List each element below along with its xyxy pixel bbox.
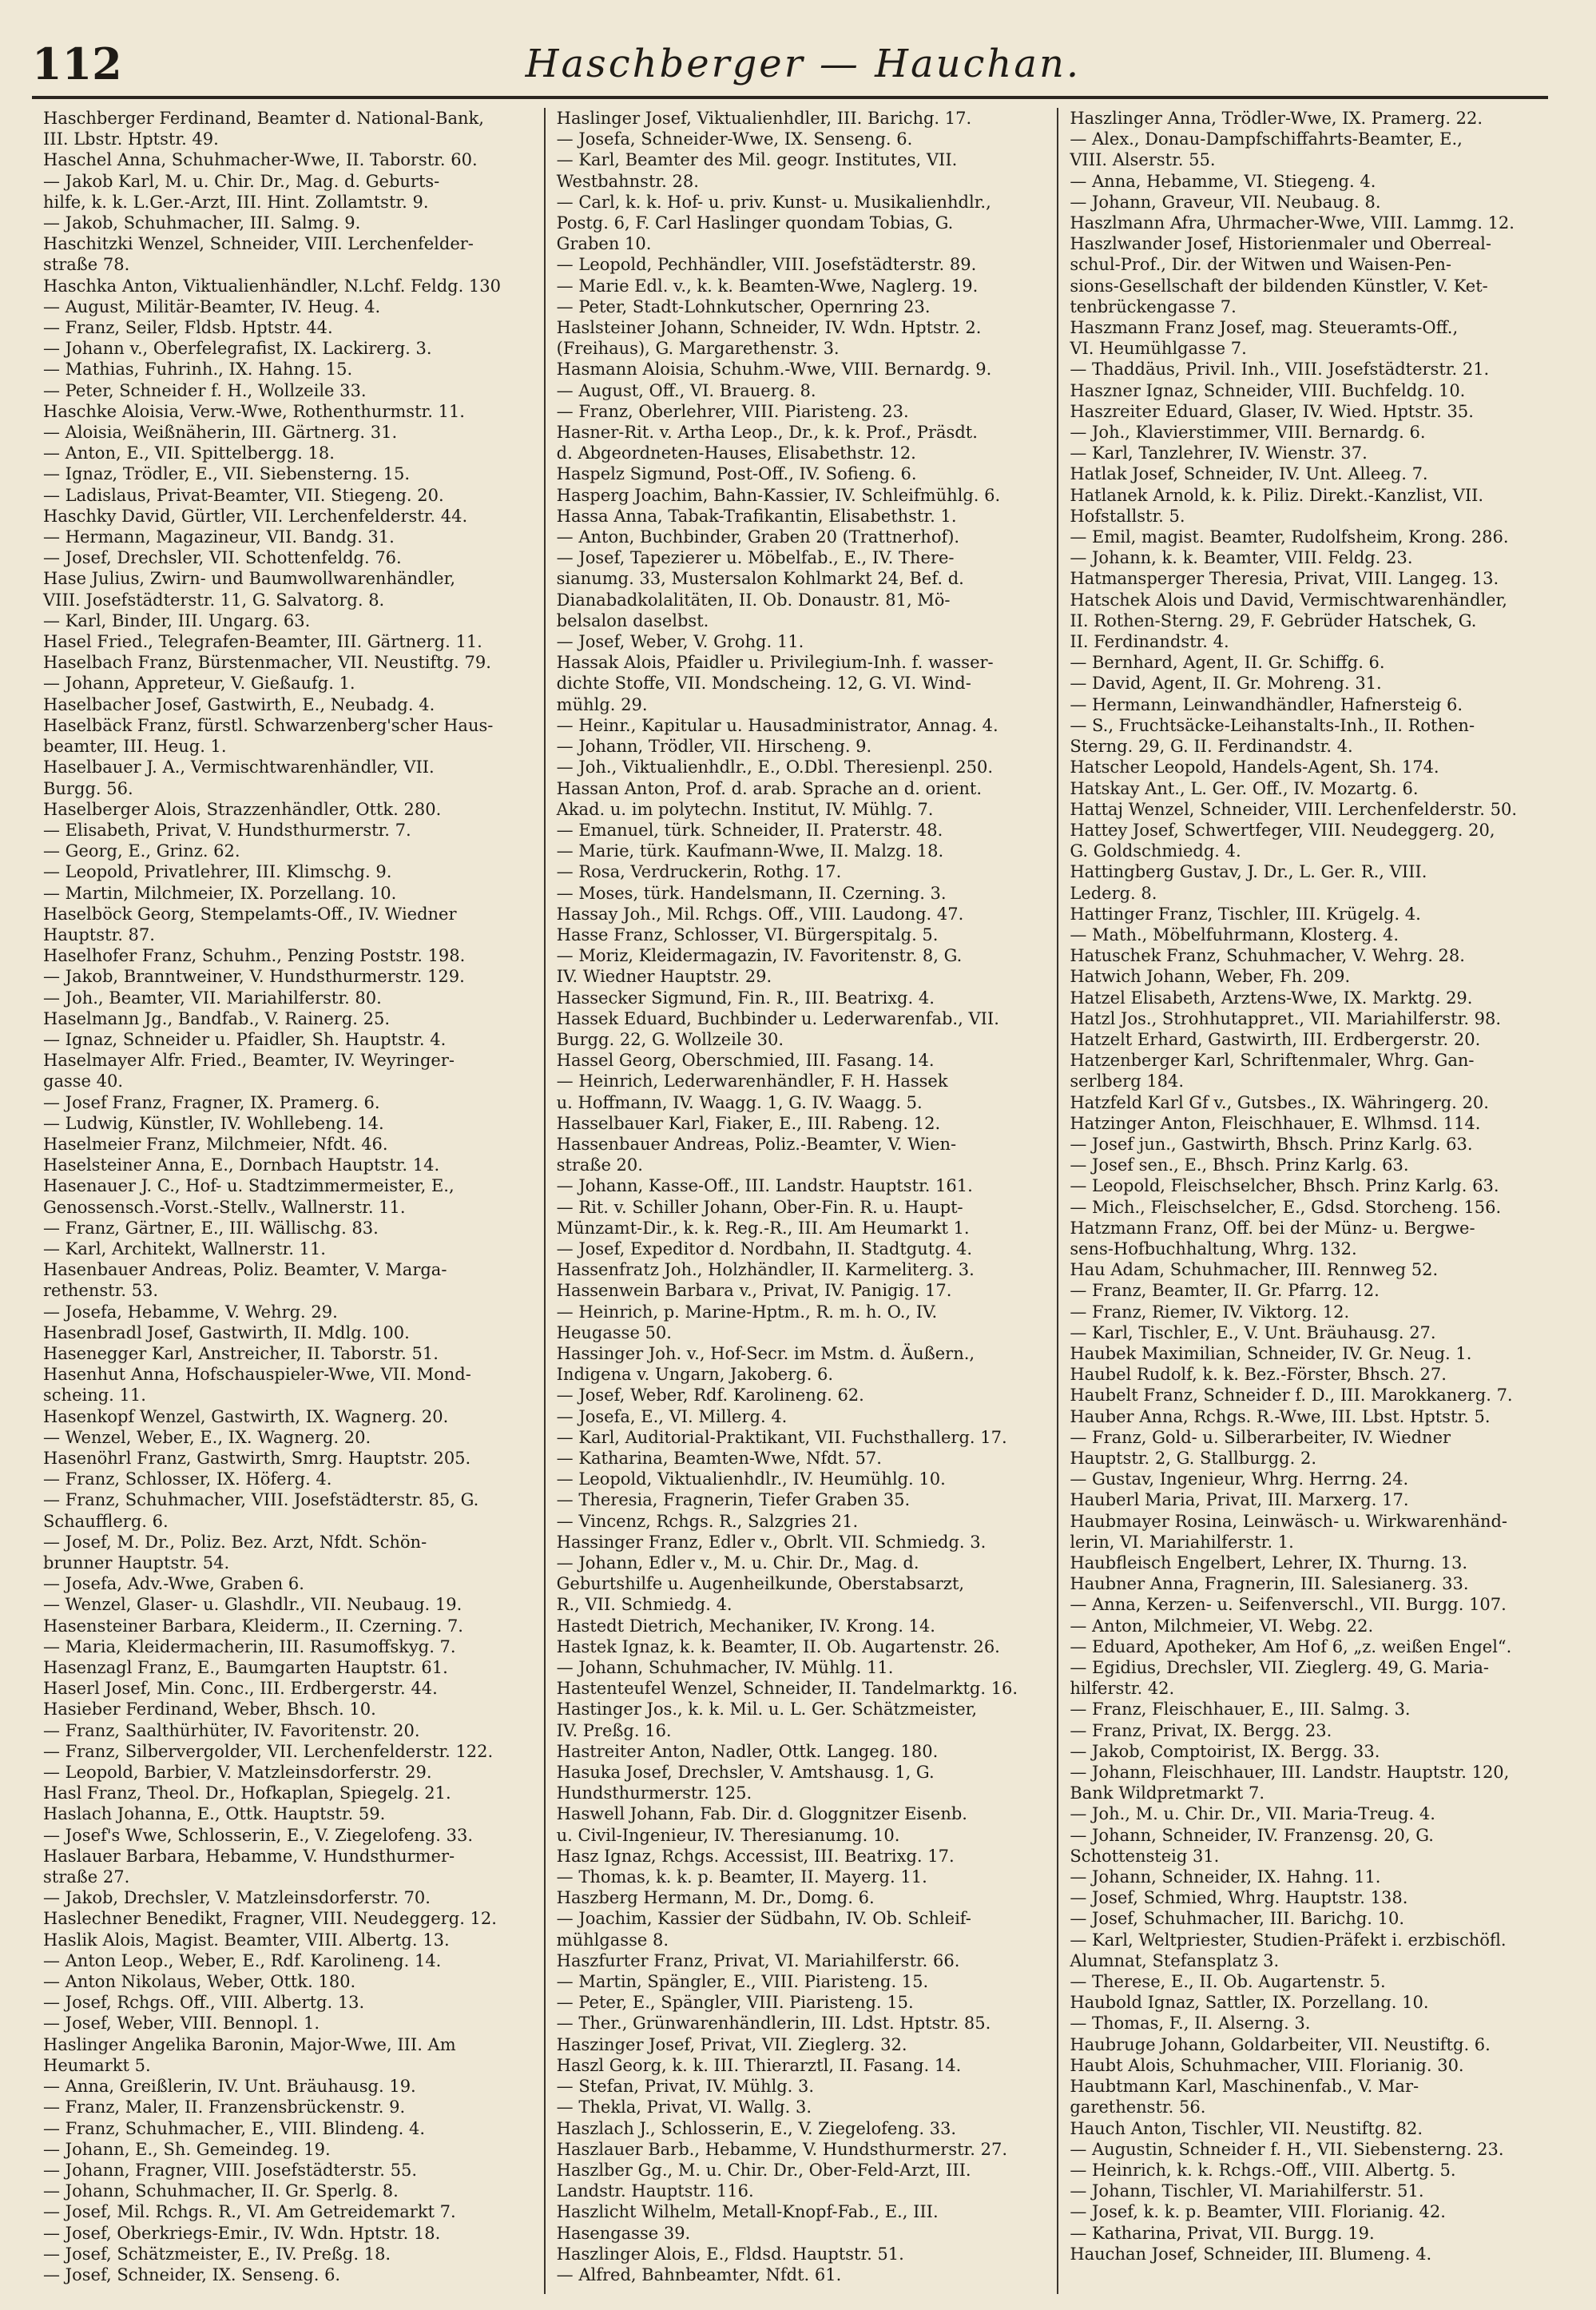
directory-entry: Haszner Ignaz, Schneider, VIII. Buchfeldg. 10.: [1070, 380, 1466, 400]
directory-entry: — Leopold, Barbier, V. Matzleinsdorferstr. 29.: [43, 1763, 432, 1783]
directory-entry: — Augustin, Schneider f. H., VII. Siebensterng. 23.: [1070, 2139, 1504, 2159]
directory-entry: — Theresia, Fragnerin, Tiefer Graben 35.: [556, 1490, 911, 1510]
directory-entry: Hasieber Ferdinand, Weber, Bhsch. 10.: [43, 1700, 376, 1720]
directory-entry: — Josef, k. k. p. Beamter, VIII. Florianig. 42.: [1070, 2202, 1446, 2222]
directory-entry: Hatzel Elisabeth, Arztens-Wwe, IX. Marktg. 29.: [1070, 988, 1473, 1008]
directory-entry: Hastreiter Anton, Nadler, Ottk. Langeg. 180.: [556, 1741, 939, 1761]
directory-entry: — Peter, Schneider f. H., Wollzeile 33.: [43, 380, 367, 400]
directory-entry: Haschel Anna, Schuhmacher-Wwe, II. Taborstr. 60.: [43, 150, 478, 170]
directory-entry: — August, Militär-Beamter, IV. Heug. 4.: [43, 296, 381, 316]
directory-entry: — Josef, Drechsler, VII. Schottenfeldg. 76.: [43, 548, 402, 568]
directory-entry: Hatzl Jos., Strohhutappret., VII. Mariahilferstr. 98.: [1070, 1008, 1502, 1028]
directory-entry: Hasenbradl Josef, Gastwirth, II. Mdlg. 100.: [43, 1322, 410, 1342]
directory-entry: — Jakob, Drechsler, V. Matzleinsdorferstr. 70.: [43, 1888, 431, 1908]
directory-entry: Hassa Anna, Tabak-Trafikantin, Elisabethstr. 1.: [556, 506, 957, 526]
directory-entry: — Thaddäus, Privil. Inh., VIII. Josefstädterstr. 21.: [1070, 360, 1490, 380]
directory-entry: — Hermann, Leinwandhändler, Hafnersteig 6.: [1070, 694, 1463, 714]
directory-entry: Haserl Josef, Min. Conc., III. Erdbergerstr. 44.: [43, 1679, 438, 1699]
directory-entry: — Karl, Weltpriester, Studien-Präfekt i. erzbischöfl. Alumnat, Stefansplatz 3.: [1070, 1930, 1507, 1970]
directory-entry: — Josefa, Adv.-Wwe, Graben 6.: [43, 1574, 304, 1594]
directory-entry: — Josef, Weber, V. Grohg. 11.: [556, 632, 804, 652]
directory-entry: — Anna, Hebamme, VI. Stiegeng. 4.: [1070, 171, 1376, 191]
directory-entry: Hasz Ignaz, Rchgs. Accessist, III. Beatrixg. 17.: [556, 1846, 955, 1866]
directory-entry: — Leopold, Fleischselcher, Bhsch. Prinz Karlg. 63.: [1070, 1176, 1499, 1196]
directory-entry: Haswell Johann, Fab. Dir. d. Gloggnitzer Eisenb. u. Civil-Ingenieur, IV. Theresianumg. 10.: [556, 1804, 967, 1845]
directory-entry: Hauch Anton, Tischler, VII. Neustiftg. 82.: [1070, 2118, 1423, 2138]
directory-entry: Hassenfratz Joh., Holzhändler, II. Karmeliterg. 3.: [556, 1260, 975, 1280]
directory-entry: — Anna, Greißlerin, IV. Unt. Bräuhausg. 19.: [43, 2077, 416, 2097]
directory-entry: — Anton, E., VII. Spittelbergg. 18.: [43, 443, 335, 463]
directory-entry: Hassak Alois, Pfaidler u. Privilegium-Inh. f. wasser- dichte Stoffe, VII. Mondscheing. 12, G. VI. Wind- mühlg. 29.: [556, 653, 994, 714]
directory-entry: Haszlwander Josef, Historienmaler und Oberreal- schul-Prof., Dir. der Witwen und Waisen-Pen- sions-Gesellschaft der bildenden Künstler, V. Ket- tenbrückengasse 7.: [1070, 234, 1491, 316]
directory-entry: — Martin, Milchmeier, IX. Porzellang. 10.: [43, 883, 397, 903]
directory-entry: — Franz, Fleischhauer, E., III. Salmg. 3.: [1070, 1700, 1411, 1720]
directory-entry: Haubek Maximilian, Schneider, IV. Gr. Neug. 1.: [1070, 1343, 1472, 1363]
directory-entry: — Therese, E., II. Ob. Augartenstr. 5.: [1070, 1972, 1386, 1992]
directory-entry: — Jakob, Schuhmacher, III. Salmg. 9.: [43, 213, 361, 233]
directory-entry: Hastenteufel Wenzel, Schneider, II. Tandelmarktg. 16.: [556, 1679, 1018, 1699]
directory-entry: — Josef's Wwe, Schlosserin, E., V. Ziegelofeng. 33.: [43, 1825, 474, 1845]
directory-entry: Hatskay Ant., L. Ger. Off., IV. Mozartg. 6.: [1070, 778, 1419, 798]
directory-entry: — Ladislaus, Privat-Beamter, VII. Stiegeng. 20.: [43, 485, 444, 505]
directory-entry: — Emanuel, türk. Schneider, II. Praterstr. 48.: [556, 820, 943, 840]
directory-entry: Hasenegger Karl, Anstreicher, II. Taborstr. 51.: [43, 1343, 439, 1363]
directory-entry: — S., Fruchtsäcke-Leihanstalts-Inh., II. Rothen- Sterng. 29, G. II. Ferdinandstr. 4.: [1070, 715, 1475, 757]
directory-entry: Haubt Alois, Schuhmacher, VIII. Florianig. 30.: [1070, 2055, 1464, 2075]
directory-entry: — Egidius, Drechsler, VII. Zieglerg. 49, G. Maria- hilferstr. 42.: [1070, 1658, 1489, 1699]
directory-entry: — Josefa, E., VI. Millerg. 4.: [556, 1406, 788, 1426]
directory-entry: — Josefa, Schneider-Wwe, IX. Senseng. 6.: [556, 129, 913, 149]
directory-entry: Haslinger Josef, Viktualienhdler, III. Barichg. 17.: [556, 109, 972, 128]
directory-entry: Haselmayer Alfr. Fried., Beamter, IV. Weyringer- gasse 40.: [43, 1051, 455, 1091]
directory-entry: — Josef jun., Gastwirth, Bhsch. Prinz Karlg. 63.: [1070, 1134, 1473, 1154]
directory-entry: Haubmayer Rosina, Leinwäsch- u. Wirkwarenhänd- lerin, VI. Mariahilferstr. 1.: [1070, 1511, 1508, 1552]
directory-entry: — Johann v., Oberfelegrafist, IX. Lackirerg. 3.: [43, 339, 432, 359]
directory-entry: — Josef, Expeditor d. Nordbahn, II. Stadtgutg. 4.: [556, 1238, 973, 1258]
directory-entry: — August, Off., VI. Brauerg. 8.: [556, 380, 816, 400]
directory-entry: Haselbacher Josef, Gastwirth, E., Neubadg. 4.: [43, 694, 435, 714]
directory-entry: Haselböck Georg, Stempelamts-Off., IV. Wiedner Hauptstr. 87.: [43, 904, 457, 944]
directory-entry: Haslsteiner Johann, Schneider, IV. Wdn. Hptstr. 2. (Freihaus), G. Margarethenstr. 3.: [556, 318, 982, 359]
directory-entry: Hassay Joh., Mil. Rchgs. Off., VIII. Laudong. 47.: [556, 904, 964, 924]
directory-entry: Hatmansperger Theresia, Privat, VIII. Langeg. 13.: [1070, 569, 1499, 589]
directory-entry: — Josef, Weber, Rdf. Karolineng. 62.: [556, 1386, 864, 1405]
directory-entry: Haubelt Franz, Schneider f. D., III. Marokkanerg. 7.: [1070, 1386, 1513, 1405]
directory-entry: Haslechner Benedikt, Fragner, VIII. Neudeggerg. 12.: [43, 1909, 497, 1929]
directory-entry: — Johann, Schneider, IX. Hahng. 11.: [1070, 1867, 1381, 1887]
directory-entry: Hasperg Joachim, Bahn-Kassier, IV. Schleifmühlg. 6.: [556, 485, 1001, 505]
directory-entry: Hatzfeld Karl Gf v., Gutsbes., IX. Währingerg. 20.: [1070, 1092, 1489, 1112]
directory-entry: — Rosa, Verdruckerin, Rothg. 17.: [556, 862, 842, 882]
directory-entry: Haszlauer Barb., Hebamme, V. Hundsthurmerstr. 27.: [556, 2139, 1008, 2159]
directory-entry: — Franz, Schlosser, IX. Höferg. 4.: [43, 1469, 332, 1489]
directory-entry: Hasuka Josef, Drechsler, V. Amtshausg. 1, G. Hundsthurmerstr. 125.: [556, 1763, 935, 1803]
directory-entry: — Josef, Schmied, Whrg. Hauptstr. 138.: [1070, 1888, 1408, 1908]
directory-entry: Hasel Fried., Telegrafen-Beamter, III. Gärtnerg. 11.: [43, 632, 482, 652]
directory-entry: — Franz, Gold- u. Silberarbeiter, IV. Wiedner Hauptstr. 2, G. Stallburgg. 2.: [1070, 1427, 1451, 1468]
directory-entry: — Josef, Tapezierer u. Möbelfab., E., IV. There- sianumg. 33, Mustersalon Kohlmarkt 24, Bef. d. Dianabadkolalitäten, II. Ob. Donaustr. 81, Mö- belsalon daselbst.: [556, 548, 964, 630]
directory-entry: — Johann, Tischler, VI. Mariahilferstr. 51.: [1070, 2181, 1424, 2201]
directory-entry: Hasse Franz, Schlosser, VI. Bürgerspitalg. 5.: [556, 924, 939, 944]
directory-entry: Haschitzki Wenzel, Schneider, VIII. Lerchenfelder- straße 78.: [43, 234, 474, 275]
directory-entry: Hassenwein Barbara v., Privat, IV. Panigig. 17.: [556, 1281, 952, 1301]
directory-entry: — Johann, Kasse-Off., III. Landstr. Hauptstr. 161.: [556, 1176, 973, 1196]
directory-entry: — Leopold, Privatlehrer, III. Klimschg. 9.: [43, 862, 392, 882]
directory-entry: Hatuschek Franz, Schuhmacher, V. Wehrg. 28.: [1070, 946, 1465, 966]
directory-entry: Haspelz Sigmund, Post-Off., IV. Sofieng. 6.: [556, 464, 917, 484]
directory-entry: Hatlak Josef, Schneider, IV. Unt. Alleeg. 7.: [1070, 464, 1428, 484]
directory-entry: — Joh., Beamter, VII. Mariahilferstr. 80.: [43, 988, 382, 1008]
directory-entry: — Josef, Mil. Rchgs. R., VI. Am Getreidemarkt 7.: [43, 2202, 456, 2222]
columns: [32, 108, 1572, 2294]
directory-entry: Haszlber Gg., M. u. Chir. Dr., Ober-Feld-Arzt, III. Landstr. Hauptstr. 116.: [556, 2160, 971, 2201]
directory-entry: — Johann, Appreteur, V. Gießaufg. 1.: [43, 674, 355, 694]
directory-entry: — Josefa, Hebamme, V. Wehrg. 29.: [43, 1302, 338, 1322]
directory-entry: — Franz, Seiler, Fldsb. Hptstr. 44.: [43, 318, 333, 338]
directory-entry: — Johann, Graveur, VII. Neubaug. 8.: [1070, 192, 1381, 212]
directory-entry: — Heinrich, Lederwarenhändler, F. H. Hassek u. Hoffmann, IV. Waagg. 1, G. IV. Waagg. 5.: [556, 1072, 948, 1112]
directory-entry: — Josef, Oberkriegs-Emir., IV. Wdn. Hptstr. 18.: [43, 2223, 441, 2243]
directory-entry: — Karl, Tischler, E., V. Unt. Bräuhausg. 27.: [1070, 1322, 1436, 1342]
directory-entry: — Alfred, Bahnbeamter, Nfdt. 61.: [556, 2264, 842, 2284]
directory-entry: — Jakob Karl, M. u. Chir. Dr., Mag. d. Geburts- hilfe, k. k. L.Ger.-Arzt, III. Hint. Zollamtstr. 9.: [43, 171, 440, 212]
directory-entry: Haubtmann Karl, Maschinenfab., V. Mar- garethenstr. 56.: [1070, 2077, 1419, 2117]
directory-entry: — Aloisia, Weißnäherin, III. Gärtnerg. 31.: [43, 423, 398, 443]
directory-entry: Hassel Georg, Oberschmied, III. Fasang. 14.: [556, 1051, 935, 1071]
directory-entry: Hastedt Dietrich, Mechaniker, IV. Krong. 14.: [556, 1616, 935, 1636]
page-title: Haschberger — Hauchan.: [525, 42, 1082, 86]
directory-entry: Haubruge Johann, Goldarbeiter, VII. Neustiftg. 6.: [1070, 2034, 1491, 2054]
directory-entry: — Karl, Binder, III. Ungarg. 63.: [43, 610, 311, 630]
directory-entry: — Elisabeth, Privat, V. Hundsthurmerstr. 7.: [43, 820, 411, 840]
directory-entry: Haschberger Ferdinand, Beamter d. National-Bank, III. Lbstr. Hptstr. 49.: [43, 109, 484, 149]
directory-entry: — Karl, Beamter des Mil. geogr. Institutes, VII. Westbahnstr. 28.: [556, 150, 958, 191]
directory-entry: Hastinger Jos., k. k. Mil. u. L. Ger. Schätzmeister, IV. Preßg. 16.: [556, 1700, 978, 1740]
directory-entry: Hasner-Rit. v. Artha Leop., Dr., k. k. Prof., Präsdt. d. Abgeordneten-Hauses, Elisabethstr. 12.: [556, 423, 978, 463]
directory-entry: — Jakob, Branntweiner, V. Hundsthurmerstr. 129.: [43, 967, 465, 987]
directory-entry: Haubfleisch Engelbert, Lehrer, IX. Thurng. 13.: [1070, 1553, 1468, 1573]
directory-entry: Haselmann Jg., Bandfab., V. Rainerg. 25.: [43, 1008, 391, 1028]
directory-entry: — Karl, Tanzlehrer, IV. Wienstr. 37.: [1070, 443, 1368, 463]
directory-entry: — Joachim, Kassier der Südbahn, IV. Ob. Schleif- mühlgasse 8.: [556, 1909, 971, 1950]
directory-entry: — Johann, Fleischhauer, III. Landstr. Hauptstr. 120, Bank Wildpretmarkt 7.: [1070, 1763, 1510, 1803]
directory-entry: — Heinrich, p. Marine-Hptm., R. m. h. O., IV. Heugasse 50.: [556, 1302, 938, 1342]
directory-entry: Hatzelt Erhard, Gastwirth, III. Erdbergerstr. 20.: [1070, 1029, 1481, 1049]
directory-entry: Hasenkopf Wenzel, Gastwirth, IX. Wagnerg. 20.: [43, 1406, 449, 1426]
directory-entry: Hassan Anton, Prof. d. arab. Sprache an d. orient. Akad. u. im polytechn. Institut, IV. Mühlg. 7.: [556, 778, 983, 819]
directory-entry: — Heinr., Kapitular u. Hausadministrator, Annag. 4.: [556, 715, 998, 735]
directory-entry: Hasensteiner Barbara, Kleiderm., II. Czerning. 7.: [43, 1616, 463, 1636]
directory-entry: — Franz, Riemer, IV. Viktorg. 12.: [1070, 1302, 1350, 1322]
directory-entry: — Moses, türk. Handelsmann, II. Czerning. 3.: [556, 883, 947, 903]
directory-entry: Haszberg Hermann, M. Dr., Domg. 6.: [556, 1888, 875, 1908]
directory-entry: Haslik Alois, Magist. Beamter, VIII. Albertg. 13.: [43, 1930, 450, 1950]
directory-entry: Haselsteiner Anna, E., Dornbach Hauptstr. 14.: [43, 1155, 440, 1175]
directory-entry: Hassinger Joh. v., Hof-Secr. im Mstm. d. Äußern., Indigena v. Ungarn, Jakoberg. 6.: [556, 1343, 975, 1385]
directory-entry: — Johann, k. k. Beamter, VIII. Feldg. 23.: [1070, 548, 1413, 568]
directory-entry: — Wenzel, Glaser- u. Glashdlr., VII. Neubaug. 19.: [43, 1595, 463, 1615]
directory-entry: Hatzmann Franz, Off. bei der Münz- u. Bergwe- sens-Hofbuchhaltung, Whrg. 132.: [1070, 1218, 1475, 1258]
directory-entry: — Jakob, Comptoirist, IX. Bergg. 33.: [1070, 1741, 1380, 1761]
directory-entry: — Johann, Fragner, VIII. Josefstädterstr. 55.: [43, 2160, 418, 2180]
page-header: [32, 32, 1548, 99]
directory-entry: Haszmann Franz Josef, mag. Steueramts-Off., VI. Heumühlgasse 7.: [1070, 318, 1459, 359]
directory-entry: — Peter, Stadt-Lohnkutscher, Opernring 23.: [556, 296, 931, 316]
directory-entry: Haszl Georg, k. k. III. Thierarztl, II. Fasang. 14.: [556, 2055, 962, 2075]
directory-entry: — Ignaz, Trödler, E., VII. Siebensterng. 15.: [43, 464, 411, 484]
directory-entry: — Emil, magist. Beamter, Rudolfsheim, Krong. 286.: [1070, 527, 1509, 547]
directory-entry: — Joh., M. u. Chir. Dr., VII. Maria-Treug. 4.: [1070, 1804, 1435, 1824]
directory-entry: Hasenauer J. C., Hof- u. Stadtzimmermeister, E., Genossensch.-Vorst.-Stellv., Wallnerstr. 11.: [43, 1176, 455, 1217]
directory-entry: — Leopold, Pechhändler, VIII. Josefstädterstr. 89.: [556, 255, 977, 275]
directory-entry: — Anna, Kerzen- u. Seifenverschl., VII. Burgg. 107.: [1070, 1595, 1507, 1615]
directory-entry: — Franz, Schuhmacher, VIII. Josefstädterstr. 85, G. Schaufflerg. 6.: [43, 1490, 479, 1531]
directory-entry: Hastek Ignaz, k. k. Beamter, II. Ob. Augartenstr. 26.: [556, 1636, 1000, 1656]
directory-entry: Hasenhut Anna, Hofschauspieler-Wwe, VII. Mond- scheing. 11.: [43, 1365, 471, 1405]
directory-entry: Haubold Ignaz, Sattler, IX. Porzellang. 10.: [1070, 1993, 1429, 2013]
directory-entry: Hauberl Maria, Privat, III. Marxerg. 17.: [1070, 1490, 1409, 1510]
directory-entry: — Ludwig, Künstler, IV. Wohllebeng. 14.: [43, 1113, 384, 1133]
directory-entry: — Eduard, Apotheker, Am Hof 6, „z. weißen Engel“.: [1070, 1636, 1512, 1656]
directory-entry: — Josef, Rchgs. Off., VIII. Albertg. 13.: [43, 1993, 365, 2013]
directory-entry: — Katharina, Beamten-Wwe, Nfdt. 57.: [556, 1449, 882, 1468]
directory-entry: — Heinrich, k. k. Rchgs.-Off., VIII. Albertg. 5.: [1070, 2160, 1456, 2180]
column-3: [1058, 108, 1572, 2294]
directory-entry: — Joh., Viktualienhdlr., E., O.Dbl. Theresienpl. 250.: [556, 757, 993, 777]
directory-entry: Hasselbauer Karl, Fiaker, E., III. Rabeng. 12.: [556, 1113, 941, 1133]
directory-entry: Haslauer Barbara, Hebamme, V. Hundsthurmer- straße 27.: [43, 1846, 455, 1887]
directory-entry: — Johann, Schuhmacher, IV. Mühlg. 11.: [556, 1658, 894, 1678]
directory-entry: Haselberger Alois, Strazzenhändler, Ottk. 280.: [43, 799, 442, 819]
directory-entry: — Franz, Beamter, II. Gr. Pfarrg. 12.: [1070, 1281, 1380, 1301]
directory-entry: Haszlach J., Schlosserin, E., V. Ziegelofeng. 33.: [556, 2118, 957, 2138]
directory-entry: — Vincenz, Rchgs. R., Salzgries 21.: [556, 1511, 859, 1531]
directory-entry: — Maria, Kleidermacherin, III. Rasumoffskyg. 7.: [43, 1636, 456, 1656]
directory-entry: Haselhofer Franz, Schuhm., Penzing Poststr. 198.: [43, 946, 466, 966]
directory-entry: — Ther., Grünwarenhändlerin, III. Ldst. Hptstr. 85.: [556, 2014, 991, 2034]
directory-entry: — Josef, Weber, VIII. Bennopl. 1.: [43, 2014, 320, 2034]
directory-entry: — Stefan, Privat, IV. Mühlg. 3.: [556, 2077, 815, 2097]
directory-entry: — Josef sen., E., Bhsch. Prinz Karlg. 63.: [1070, 1155, 1409, 1175]
directory-entry: — Franz, Saalthürhüter, IV. Favoritenstr. 20.: [43, 1720, 420, 1740]
directory-entry: — Johann, Schuhmacher, II. Gr. Sperlg. 8.: [43, 2181, 399, 2201]
directory-entry: Hasenzagl Franz, E., Baumgarten Hauptstr. 61.: [43, 1658, 448, 1678]
directory-entry: Haubner Anna, Fragnerin, III. Salesianerg. 33.: [1070, 1574, 1469, 1594]
directory-entry: — Thomas, k. k. p. Beamter, II. Mayerg. 11.: [556, 1867, 927, 1887]
directory-entry: — Mich., Fleischselcher, E., Gdsd. Storcheng. 156.: [1070, 1197, 1502, 1217]
column-2: [546, 108, 1059, 2294]
directory-entry: Hasenbauer Andreas, Poliz. Beamter, V. Marga- rethenstr. 53.: [43, 1260, 447, 1301]
directory-entry: Haszfurter Franz, Privat, VI. Mariahilferstr. 66.: [556, 1950, 960, 1970]
directory-entry: — David, Agent, II. Gr. Mohreng. 31.: [1070, 674, 1382, 694]
directory-entry: — Karl, Architekt, Wallnerstr. 11.: [43, 1238, 326, 1258]
directory-entry: — Georg, E., Grinz. 62.: [43, 841, 240, 861]
directory-entry: Hasl Franz, Theol. Dr., Hofkaplan, Spiegelg. 21.: [43, 1783, 451, 1803]
directory-entry: Haschka Anton, Viktualienhändler, N.Lchf. Feldg. 130: [43, 276, 502, 296]
directory-entry: — Josef Franz, Fragner, IX. Pramerg. 6.: [43, 1092, 380, 1112]
directory-entry: Hassek Eduard, Buchbinder u. Lederwarenfab., VII. Burgg. 22, G. Wollzeile 30.: [556, 1008, 999, 1049]
directory-entry: — Johann, E., Sh. Gemeindeg. 19.: [43, 2139, 331, 2159]
directory-entry: Haszlinger Alois, E., Fldsd. Hauptstr. 51.: [556, 2244, 904, 2264]
directory-entry: — Johann, Trödler, VII. Hirscheng. 9.: [556, 737, 872, 757]
directory-entry: Hatzinger Anton, Fleischhauer, E. Wlhmsd. 114.: [1070, 1113, 1481, 1133]
directory-entry: Hauchan Josef, Schneider, III. Blumeng. 4.: [1070, 2244, 1432, 2264]
directory-entry: Hattingberg Gustav, J. Dr., L. Ger. R., VIII. Lederg. 8.: [1070, 862, 1427, 903]
directory-entry: — Anton, Milchmeier, VI. Webg. 22.: [1070, 1616, 1374, 1636]
directory-entry: — Thomas, F., II. Alserng. 3.: [1070, 2014, 1311, 2034]
directory-entry: Haschky David, Gürtler, VII. Lerchenfelderstr. 44.: [43, 506, 468, 526]
directory-entry: Hassinger Franz, Edler v., Obrlt. VII. Schmiedg. 3.: [556, 1532, 987, 1552]
directory-entry: — Josef, M. Dr., Poliz. Bez. Arzt, Nfdt. Schön- brunner Hauptstr. 54.: [43, 1532, 427, 1573]
directory-entry: Haselbach Franz, Bürstenmacher, VII. Neustiftg. 79.: [43, 653, 491, 673]
directory-entry: Haszreiter Eduard, Glaser, IV. Wied. Hptstr. 35.: [1070, 401, 1474, 421]
directory-entry: — Thekla, Privat, VI. Wallg. 3.: [556, 2097, 812, 2117]
directory-entry: — Franz, Schuhmacher, E., VIII. Blindeng. 4.: [43, 2118, 426, 2138]
directory-entry: Hatschek Alois und David, Vermischtwarenhändler, II. Rothen-Sterng. 29, F. Gebrüder Hatschek, G. II. Ferdinandstr. 4.: [1070, 590, 1507, 652]
directory-entry: Haselbauer J. A., Vermischtwarenhändler, VII. Burgg. 56.: [43, 757, 435, 798]
directory-entry: — Bernhard, Agent, II. Gr. Schiffg. 6.: [1070, 653, 1385, 673]
directory-entry: — Alex., Donau-Dampfschiffahrts-Beamter, E., VIII. Alserstr. 55.: [1070, 129, 1463, 170]
directory-entry: Hatscher Leopold, Handels-Agent, Sh. 174.: [1070, 757, 1439, 777]
directory-entry: Hatlanek Arnold, k. k. Piliz. Direkt.-Kanzlist, VII. Hofstallstr. 5.: [1070, 485, 1484, 526]
column-1: [32, 108, 546, 2294]
directory-entry: — Josef, Schneider, IX. Senseng. 6.: [43, 2264, 341, 2284]
directory-entry: — Anton Nikolaus, Weber, Ottk. 180.: [43, 1972, 356, 1992]
directory-entry: Haselbäck Franz, fürstl. Schwarzenberg'scher Haus- beamter, III. Heug. 1.: [43, 715, 494, 757]
directory-entry: — Math., Möbelfuhrmann, Klosterg. 4.: [1070, 924, 1399, 944]
directory-entry: Hase Julius, Zwirn- und Baumwollwarenhändler, VIII. Josefstädterstr. 11, G. Salvatorg. 8.: [43, 569, 456, 610]
directory-entry: — Franz, Silbervergolder, VII. Lerchenfelderstr. 122.: [43, 1741, 494, 1761]
directory-entry: — Peter, E., Spängler, VIII. Piaristeng. 15.: [556, 1993, 914, 2013]
directory-entry: Hatzenberger Karl, Schriftenmaler, Whrg. Gan- serlberg 184.: [1070, 1051, 1475, 1091]
directory-entry: Haszinger Josef, Privat, VII. Zieglerg. 32.: [556, 2034, 907, 2054]
page-number: 112: [32, 38, 122, 89]
directory-entry: Haschke Aloisia, Verw.-Wwe, Rothenthurmstr. 11.: [43, 401, 465, 421]
directory-entry: Hasenöhrl Franz, Gastwirth, Smrg. Hauptstr. 205.: [43, 1449, 471, 1468]
directory-entry: Hau Adam, Schuhmacher, III. Rennweg 52.: [1070, 1260, 1439, 1280]
directory-entry: — Josef, Schätzmeister, E., IV. Preßg. 18.: [43, 2244, 391, 2264]
directory-entry: — Ignaz, Schneider u. Pfaidler, Sh. Hauptstr. 4.: [43, 1029, 447, 1049]
directory-entry: — Katharina, Privat, VII. Burgg. 19.: [1070, 2223, 1375, 2243]
directory-entry: — Johann, Edler v., M. u. Chir. Dr., Mag. d. Geburtshilfe u. Augenheilkunde, Oberstabsarzt, R., VII. Schmiedg. 4.: [556, 1553, 965, 1615]
directory-entry: Hattinger Franz, Tischler, III. Krügelg. 4.: [1070, 904, 1421, 924]
directory-entry: — Johann, Schneider, IV. Franzensg. 20, G. Schottensteig 31.: [1070, 1825, 1434, 1866]
directory-entry: Hattaj Wenzel, Schneider, VIII. Lerchenfelderstr. 50.: [1070, 799, 1517, 819]
directory-entry: — Franz, Privat, IX. Bergg. 23.: [1070, 1720, 1332, 1740]
directory-entry: — Gustav, Ingenieur, Whrg. Herrng. 24.: [1070, 1469, 1409, 1489]
directory-entry: — Hermann, Magazineur, VII. Bandg. 31.: [43, 527, 395, 547]
directory-entry: Hassecker Sigmund, Fin. R., III. Beatrixg. 4.: [556, 988, 935, 1008]
directory-entry: Haslach Johanna, E., Ottk. Hauptstr. 59.: [43, 1804, 386, 1824]
directory-entry: Haszlinger Anna, Trödler-Wwe, IX. Pramerg. 22.: [1070, 109, 1483, 128]
directory-entry: — Rit. v. Schiller Johann, Ober-Fin. R. u. Haupt- Münzamt-Dir., k. k. Reg.-R., III. Am Heumarkt 1.: [556, 1197, 970, 1238]
directory-entry: Hatwich Johann, Weber, Fh. 209.: [1070, 967, 1351, 987]
directory-entry: Haszlmann Afra, Uhrmacher-Wwe, VIII. Lammg. 12.: [1070, 213, 1515, 233]
directory-entry: — Karl, Auditorial-Praktikant, VII. Fuchsthallerg. 17.: [556, 1427, 1007, 1447]
directory-entry: — Marie Edl. v., k. k. Beamten-Wwe, Naglerg. 19.: [556, 276, 979, 296]
directory-entry: Hasmann Aloisia, Schuhm.-Wwe, VIII. Bernardg. 9.: [556, 360, 992, 380]
directory-entry: — Josef, Schuhmacher, III. Barichg. 10.: [1070, 1909, 1405, 1929]
directory-entry: Haselmeier Franz, Milchmeier, Nfdt. 46.: [43, 1134, 388, 1154]
directory-entry: — Anton, Buchbinder, Graben 20 (Trattnerhof).: [556, 527, 960, 547]
directory-entry: — Anton Leop., Weber, E., Rdf. Karolineng. 14.: [43, 1950, 442, 1970]
directory-entry: Hattey Josef, Schwertfeger, VIII. Neudeggerg. 20, G. Goldschmiedg. 4.: [1070, 820, 1495, 861]
directory-entry: — Leopold, Viktualienhdlr., IV. Heumühlg. 10.: [556, 1469, 946, 1489]
directory-entry: — Martin, Spängler, E., VIII. Piaristeng. 15.: [556, 1972, 929, 1992]
directory-entry: — Franz, Maler, II. Franzensbrückenstr. 9.: [43, 2097, 406, 2117]
directory-entry: — Franz, Oberlehrer, VIII. Piaristeng. 23.: [556, 401, 909, 421]
directory-entry: — Franz, Gärtner, E., III. Wällischg. 83.: [43, 1218, 379, 1238]
directory-entry: — Mathias, Fuhrinh., IX. Hahng. 15.: [43, 360, 353, 380]
directory-entry: Haszlicht Wilhelm, Metall-Knopf-Fab., E., III. Hasengasse 39.: [556, 2202, 939, 2243]
directory-entry: — Carl, k. k. Hof- u. priv. Kunst- u. Musikalienhdlr., Postg. 6, F. Carl Haslinger quondam Tobias, G. Graben 10.: [556, 192, 991, 254]
directory-entry: — Moriz, Kleidermagazin, IV. Favoritenstr. 8, G. IV. Wiedner Hauptstr. 29.: [556, 946, 963, 987]
directory-entry: Hauber Anna, Rchgs. R.-Wwe, III. Lbst. Hptstr. 5.: [1070, 1406, 1491, 1426]
directory-entry: — Joh., Klavierstimmer, VIII. Bernardg. 6.: [1070, 423, 1426, 443]
directory-entry: — Marie, türk. Kaufmann-Wwe, II. Malzg. 18.: [556, 841, 944, 861]
directory-entry: Haubel Rudolf, k. k. Bez.-Förster, Bhsch. 27.: [1070, 1365, 1447, 1385]
directory-entry: Haslinger Angelika Baronin, Major-Wwe, III. Am Heumarkt 5.: [43, 2034, 456, 2075]
directory-entry: — Wenzel, Weber, E., IX. Wagnerg. 20.: [43, 1427, 371, 1447]
directory-entry: Hassenbauer Andreas, Poliz.-Beamter, V. Wien- straße 20.: [556, 1134, 957, 1175]
